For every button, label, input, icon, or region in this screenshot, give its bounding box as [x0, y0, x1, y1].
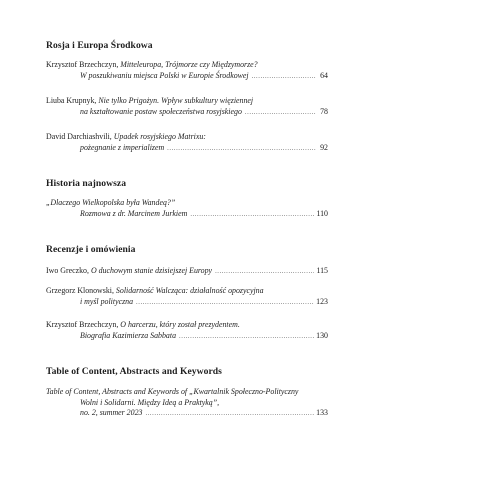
toc-entry[interactable] [46, 198, 328, 220]
entry-line: Table of Content, Abstracts and Keywords of „Kwartalnik Społeczno-Polityczny [46, 387, 299, 396]
entry-line [46, 107, 328, 119]
entry-author: David Darchiashvili, [46, 132, 112, 141]
entry-title: Upadek rosyjskiego Matrixu: [113, 132, 206, 141]
entry-line [46, 143, 328, 155]
entry-author: Krzysztof Brzechczyn, [46, 320, 119, 329]
entry-line [46, 198, 328, 209]
section-title-recenzje: Recenzje i omówienia [46, 244, 136, 255]
page-number: 133 [316, 408, 328, 417]
leader-dots [136, 298, 314, 309]
leader-dots [252, 72, 316, 83]
leader-dots [245, 108, 316, 119]
page-number: 64 [320, 70, 328, 80]
entry-line: Wolni i Solidarni. Między Ideą a Praktyką”, [80, 397, 220, 407]
entry-line [46, 286, 328, 297]
entry-line [46, 209, 328, 221]
toc-entry[interactable] [46, 387, 328, 420]
entry-title-cont: na kształtowanie postaw społeczeństwa rosyjskiego [80, 106, 242, 116]
entry-title-cont: no. 2, summer 2023 [80, 408, 143, 417]
entry-line [46, 96, 328, 107]
entry-line [46, 132, 328, 143]
toc-entry[interactable] [46, 286, 328, 308]
entry-title-cont: W poszukiwaniu miejsca Polski w Europie Środkowej [80, 70, 249, 80]
toc-entry[interactable] [46, 320, 328, 342]
entry-author: Liuba Krupnyk, [46, 96, 97, 105]
entry-title: Solidarność Walcząca: działalność opozycyjna [115, 286, 264, 295]
toc-entry[interactable] [46, 60, 328, 82]
entry-line [46, 60, 328, 71]
entry-line [46, 297, 328, 309]
entry-line [46, 320, 328, 331]
leader-dots [167, 144, 316, 155]
entry-title-cont: Rozmowa z dr. Marcinem Jurkiem [80, 208, 188, 218]
page-number: 78 [320, 106, 328, 116]
toc-entry[interactable] [46, 132, 328, 154]
section-title-rosja: Rosja i Europa Środkowa [46, 40, 153, 51]
entry-line [46, 266, 328, 278]
entry-title: Mitteleuropa, Trójmorze czy Międzymorze? [120, 60, 258, 69]
entry-title-cont: pożegnanie z imperializem [80, 142, 165, 152]
page-number: 92 [320, 142, 328, 152]
entry-author: Iwo Greczko, [46, 266, 89, 275]
toc-entry[interactable] [46, 96, 328, 118]
entry-line [46, 408, 328, 420]
entry-title: O duchowym stanie dzisiejszej Europy [90, 266, 213, 275]
leader-dots [179, 332, 314, 343]
section-title-historia: Historia najnowsza [46, 178, 127, 189]
entry-title: O harcerzu, który został prezydentem. [120, 320, 240, 329]
leader-dots [190, 210, 314, 221]
toc-entry[interactable] [46, 266, 328, 278]
page-number: 130 [316, 330, 328, 340]
leader-dots [215, 267, 314, 278]
entry-title-cont: Biografia Kazimierza Sabbata [80, 330, 177, 340]
leader-dots [145, 409, 314, 420]
page-number: 115 [316, 266, 328, 275]
entry-line [46, 331, 328, 343]
entry-title: „Dlaczego Wielkopolska była Wandeą?” [46, 198, 176, 207]
entry-line [46, 71, 328, 83]
entry-title: Nie tylko Prigożyn. Wpływ subkultury więziennej [98, 96, 254, 105]
section-title-table-of-content: Table of Content, Abstracts and Keywords [46, 366, 222, 377]
page-number: 110 [316, 208, 328, 218]
entry-title-cont: i myśl polityczna [80, 296, 134, 306]
entry-author: Krzysztof Brzechczyn, [46, 60, 119, 69]
entry-author: Grzegorz Klonowski, [46, 286, 114, 295]
page-number: 123 [316, 296, 328, 306]
